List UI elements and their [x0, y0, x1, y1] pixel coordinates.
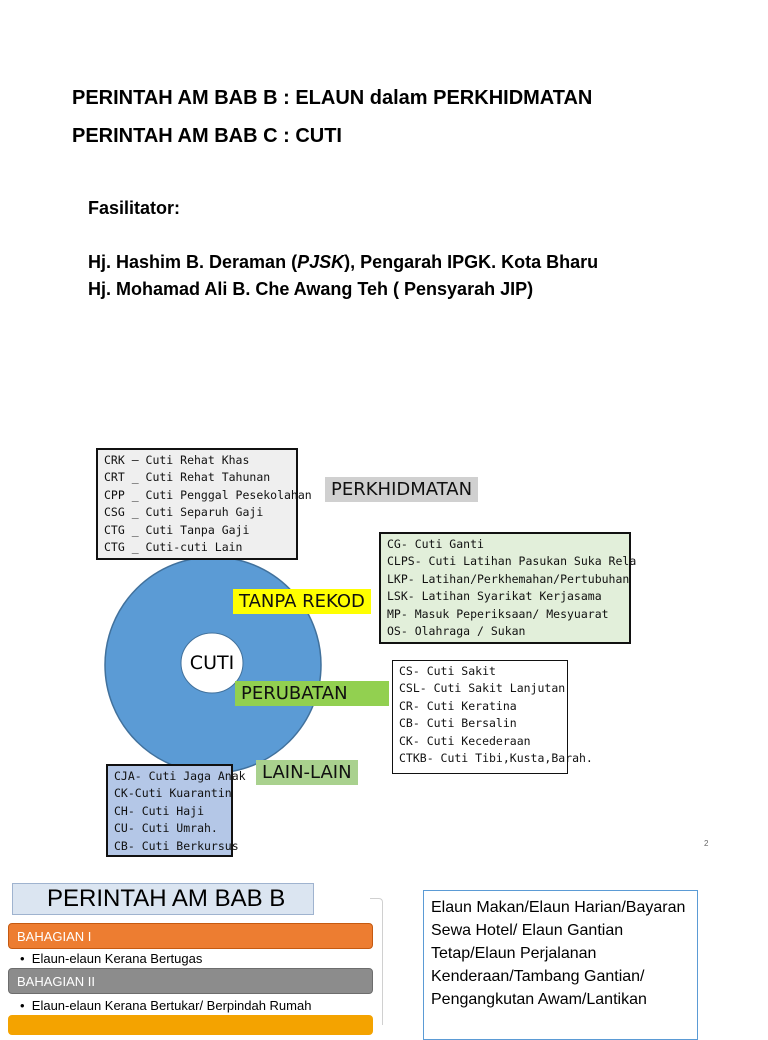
elaun-info-box: Elaun Makan/Elaun Harian/Bayaran Sewa Hotel/ Elaun Gantian Tetap/Elaun Perjalanan Kenderaan/Tambang Gantian/ Pengangkutan Awam/Lantikan — [423, 890, 698, 1040]
facilitator-label: Fasilitator: — [88, 198, 181, 218]
list-item: CS- Cuti Sakit — [399, 664, 496, 678]
list-item: CU- Cuti Umrah. — [114, 821, 218, 836]
list-item: CG- Cuti Ganti — [387, 537, 484, 551]
list-item: CTG _ Cuti-cuti Lain — [104, 540, 243, 555]
bahagian-1-bar: BAHAGIAN I — [8, 923, 373, 949]
list-item: CK-Cuti Kuarantin — [114, 786, 232, 801]
perkhidmatan-list — [96, 448, 312, 560]
list-item: CLPS- Cuti Latihan Pasukan Suka Rela — [387, 554, 637, 569]
perubatan-list — [392, 660, 593, 774]
bahagian-3-bar — [8, 1015, 373, 1035]
list-item: LKP- Latihan/Perkhemahan/Pertubuhan — [387, 571, 630, 586]
title-line-2: PERINTAH AM BAB C : CUTI — [72, 125, 342, 147]
list-item: CRK – Cuti Rehat Khas — [104, 453, 250, 467]
list-item: CRT _ Cuti Rehat Tahunan — [104, 470, 271, 485]
perubatan-label: PERUBATAN — [235, 681, 389, 706]
bahagian-2-bullet: • Elaun-elaun Kerana Bertukar/ Berpindah Rumah — [20, 998, 312, 1013]
lain-lain-list — [106, 764, 246, 857]
list-item: CSL- Cuti Sakit Lanjutan — [399, 681, 566, 696]
tanpa-rekod-label: TANPA REKOD — [233, 589, 371, 614]
list-item: CK- Cuti Kecederaan — [399, 733, 531, 748]
list-item: CR- Cuti Keratina — [399, 698, 517, 713]
panel-edge — [370, 898, 383, 1025]
slide2-title: PERINTAH AM BAB B — [12, 883, 314, 915]
list-item: CH- Cuti Haji — [114, 803, 205, 818]
title-line-1: PERINTAH AM BAB B : ELAUN dalam PERKHIDMATAN — [72, 87, 593, 109]
list-item: CTG _ Cuti Tanpa Gaji — [104, 522, 250, 537]
list-item: CPP _ Cuti Penggal Pesekolahan — [104, 487, 312, 502]
cuti-center-label: CUTI — [189, 652, 235, 674]
tanpa-rekod-list — [379, 532, 637, 644]
page-number: 2 — [704, 839, 709, 848]
lain-lain-label: LAIN-LAIN — [256, 760, 358, 785]
perkhidmatan-label: PERKHIDMATAN — [325, 477, 478, 502]
list-item: CJA- Cuti Jaga Anak — [114, 769, 246, 783]
list-item: MP- Masuk Peperiksaan/ Mesyuarat — [387, 606, 609, 621]
list-item: CB- Cuti Bersalin — [399, 716, 517, 731]
bahagian-2-bar: BAHAGIAN II — [8, 968, 373, 994]
facilitator-2: Hj. Mohamad Ali B. Che Awang Teh ( Pensyarah JIP) — [88, 279, 534, 299]
list-item: OS- Olahraga / Sukan — [387, 624, 526, 639]
bahagian-1-bullet: • Elaun-elaun Kerana Bertugas — [20, 951, 203, 966]
facilitator-1: Hj. Hashim B. Deraman (PJSK), Pengarah IPGK. Kota Bharu — [88, 252, 599, 272]
list-item: CB- Cuti Berkursus — [114, 838, 239, 853]
list-item: CTKB- Cuti Tibi,Kusta,Barah. — [399, 751, 593, 766]
list-item: LSK- Latihan Syarikat Kerjasama — [387, 589, 602, 604]
list-item: CSG _ Cuti Separuh Gaji — [104, 505, 264, 520]
